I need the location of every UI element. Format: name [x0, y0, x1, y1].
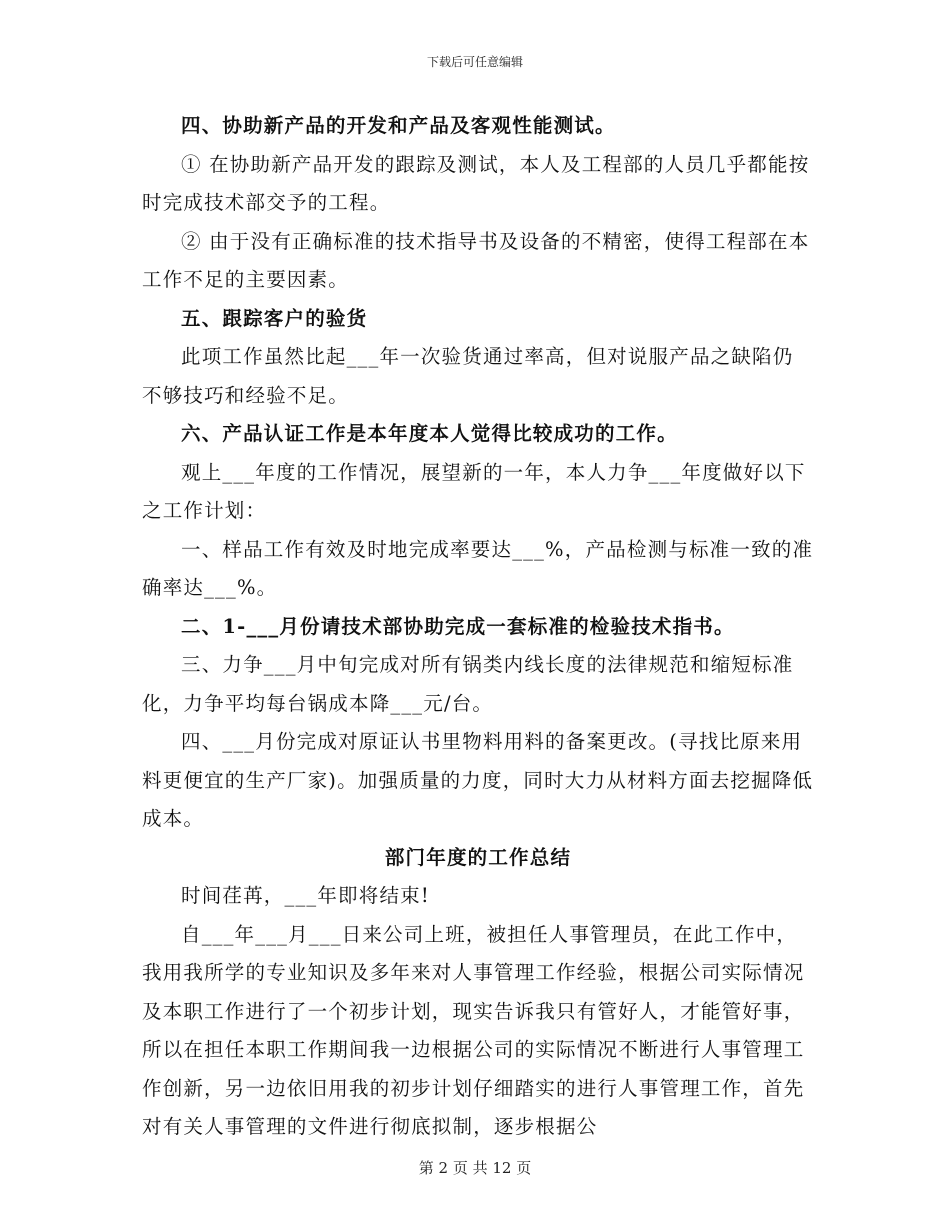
- paragraph-item-2: ② 由于没有正确标准的技术指导书及设备的不精密，使得工程部在本工作不足的主要因素。: [142, 229, 810, 291]
- section-heading-4: 四、协助新产品的开发和产品及客观性能测试。: [181, 114, 616, 137]
- section-heading-5: 五、跟踪客户的验货: [181, 306, 368, 330]
- paragraph-outlook: 观上___年度的工作情况，展望新的一年，本人力争___年度做好以下之工作计划：: [142, 460, 806, 522]
- paragraph-item-1: ① 在协助新产品开发的跟踪及测试，本人及工程部的人员几乎都能按时完成技术部交予的工程。: [142, 152, 810, 214]
- section-heading-6: 六、产品认证工作是本年度本人觉得比较成功的工作。: [181, 422, 678, 445]
- document-body: [142, 107, 814, 1147]
- plan-item-1: 一、样品工作有效及时地完成率要达___%，产品检测与标准一致的准确率达___%。: [142, 537, 814, 599]
- page-footer: 第 2 页 共 12 页: [418, 1159, 532, 1177]
- section-title: 部门年度的工作总结: [384, 845, 572, 869]
- plan-item-4: 四、___月份完成对原证认书里物料用料的备案更改。(寻找比原来用料更便宜的生产厂家)。加强质量的力度，同时大力从材料方面去挖掘降低成本。: [142, 730, 814, 830]
- paragraph-inspection: 此项工作虽然比起___年一次验货通过率高，但对说服产品之缺陷仍不够技巧和经验不足。: [142, 345, 794, 407]
- page-header: 下载后可任意编辑: [426, 55, 523, 69]
- paragraph-hr-intro: 自___年___月___日来公司上班，被担任人事管理员，在此工作中，我用我所学的专业知识及多年来对人事管理工作经验，根据公司实际情况及本职工作进行了一个初步计划，现实告诉我只有管好人，才能管好事，所以在担任本职工作期间我一边根据公司的实际情况不断进行人事管理工作创新，另一边依旧用我的初步计划仔细踏实的进行人事管理工作，首先对有关人事管理的文件进行彻底拟制，逐步根据公: [142, 922, 805, 1138]
- plan-item-3: 三、力争___月中旬完成对所有锅类内线长度的法律规范和缩短标准化，力争平均每台锅成本降___元/台。: [142, 653, 794, 715]
- plan-item-2: 二、1-___月份请技术部协助完成一套标准的检验技术指书。: [181, 614, 735, 638]
- paragraph-time: 时间荏苒，___年即将结束!: [181, 884, 430, 907]
